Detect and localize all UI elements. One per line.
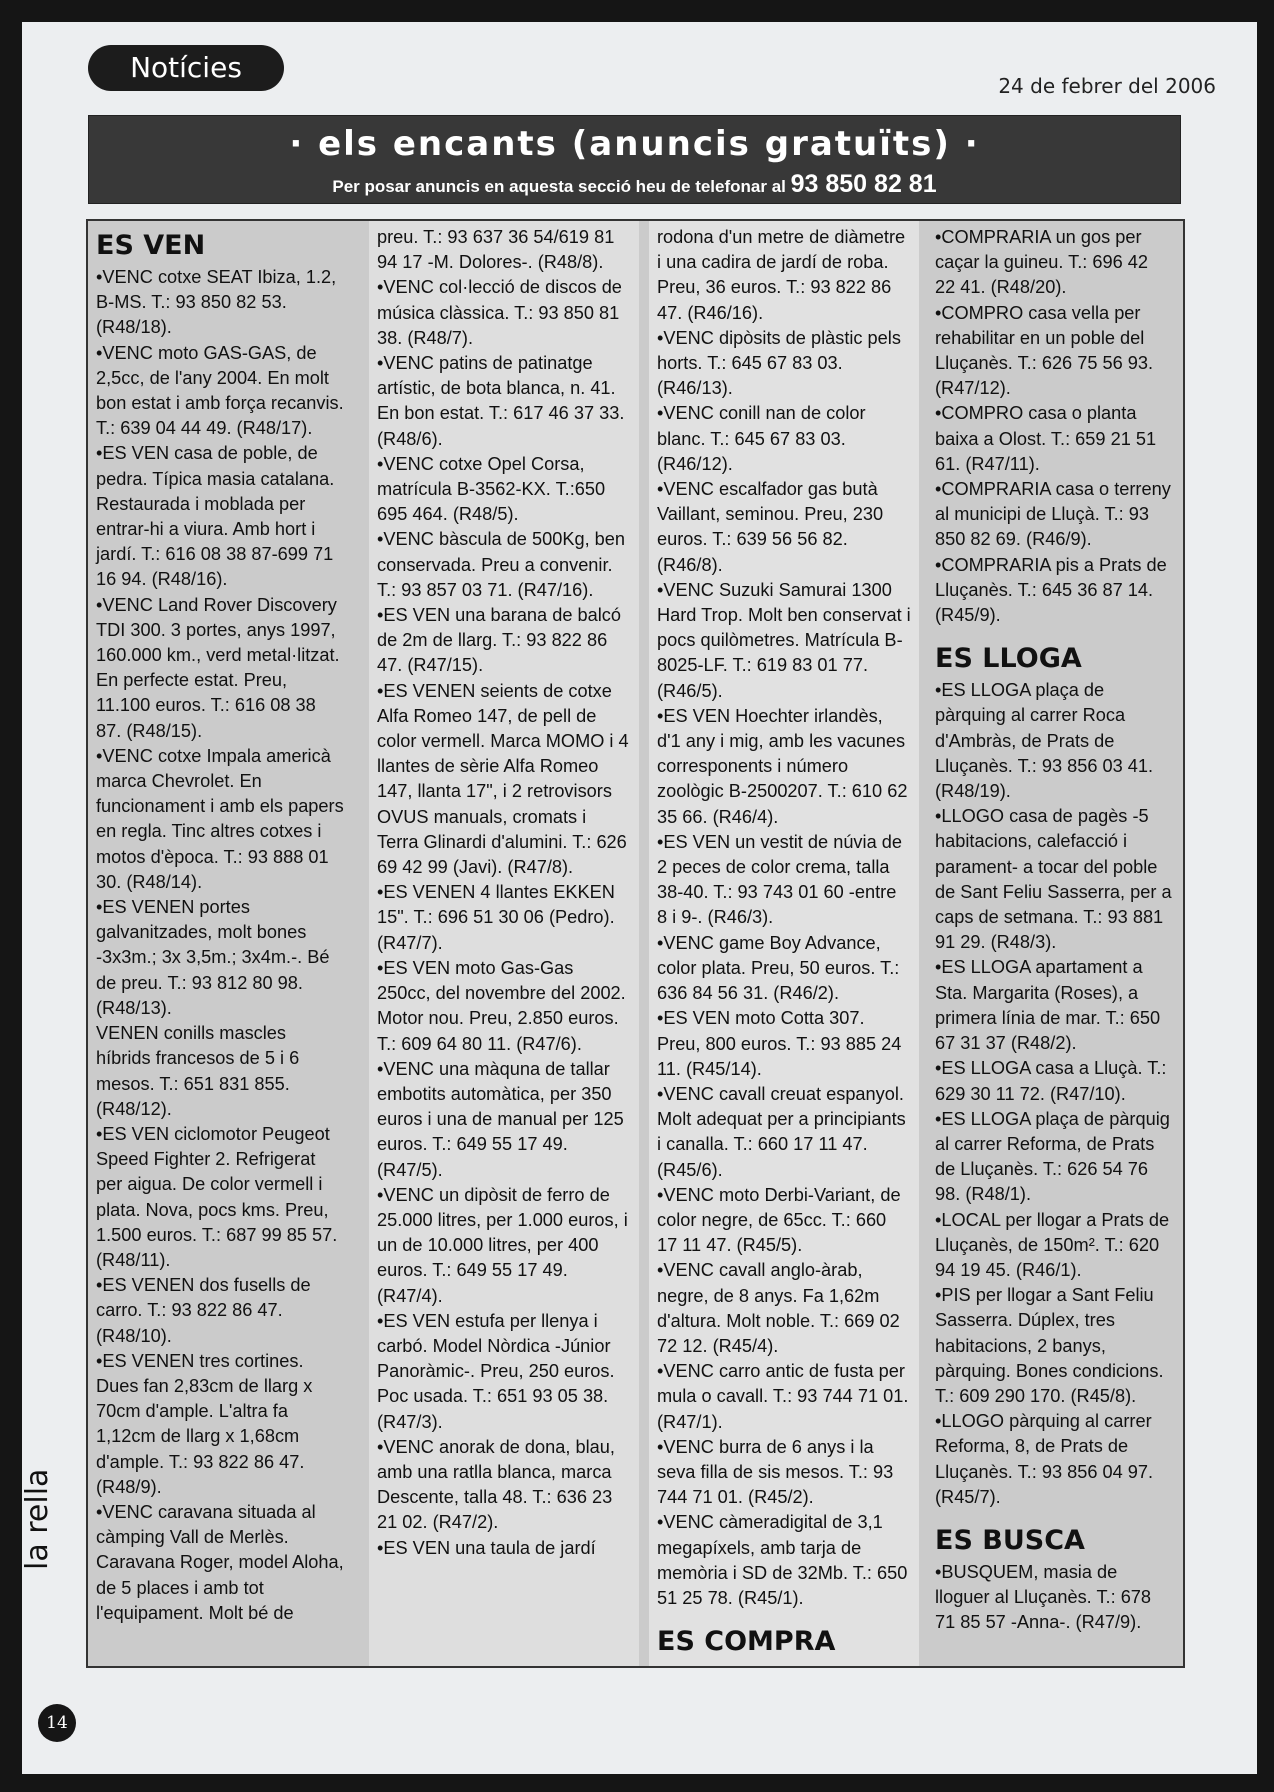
ad-item: •VENC col·lecció de discos de música clàssica. T.: 93 850 81 38. (R48/7). bbox=[377, 277, 622, 348]
ads-list-1 bbox=[96, 265, 345, 1626]
ad-item: •ES VEN moto Cotta 307. Preu, 800 euros. T.: 93 885 24 11. (R45/14). bbox=[657, 1008, 902, 1079]
ad-item: •ES VEN ciclomotor Peugeot Speed Fighter 2. Refrigerat per aigua. De color vermell i plata. Nova, pocs kms. Preu, 1.500 euros. T.: 687 99 85 57. (R48/11). bbox=[96, 1123, 338, 1270]
column-4 bbox=[927, 221, 1181, 1666]
section-heading-es-lloga: ES LLOGA bbox=[935, 643, 1082, 675]
ad-item: •COMPRO casa o planta baixa a Olost. T.: 659 21 51 61. (R47/11). bbox=[935, 403, 1157, 474]
ad-item: •ES VENEN 4 llantes EKKEN 15". T.: 696 51 30 06 (Pedro). (R47/7). bbox=[377, 882, 615, 953]
ad-item: •LOCAL per llogar a Prats de Lluçanès, de 150m². T.: 620 94 19 45. (R46/1). bbox=[935, 1209, 1170, 1280]
magazine-name: la rella bbox=[20, 1468, 55, 1570]
ad-item: •VENC moto Derbi-Variant, de color negre, de 65cc. T.: 660 17 11 47. (R45/5). bbox=[657, 1184, 901, 1256]
ad-item: •VENC càmeradigital de 3,1 megapíxels, amb tarja de memòria i SD de 32Mb. T.: 650 51 25 78. (R45/1). bbox=[657, 1512, 908, 1608]
ad-item: •VENC patins de patinatge artístic, de bota blanca, n. 41. En bon estat. T.: 617 46 37 33. (R48/6). bbox=[377, 353, 625, 449]
ad-item: •VENC conill nan de color blanc. T.: 645 67 83 03. (R46/12). bbox=[657, 403, 866, 474]
ad-item: •VENC cotxe Impala americà marca Chevrolet. En funcionament i amb els papers en regla. Tinc altres cotxes i motos d'època. T.: 93 888 01 30. (R48/14). bbox=[96, 745, 344, 892]
ad-item: •ES VEN estufa per llenya i carbó. Model Nòrdica -Júnior Panoràmic-. Preu, 250 euros. Poc usada. T.: 651 93 05 38. (R47/3). bbox=[377, 1310, 615, 1432]
column-2 bbox=[369, 221, 639, 1666]
ad-item: •VENC cotxe SEAT Ibiza, 1.2, B-MS. T.: 93 850 82 53. (R48/18). bbox=[96, 267, 337, 338]
ad-item: •ES VEN Hoechter irlandès, d'1 any i mig, amb les vacunes corresponents i número zoològic B-2500207. T.: 610 62 35 66. (R46/4). bbox=[657, 705, 908, 827]
ad-item: •VENC un dipòsit de ferro de 25.000 litres, per 1.000 euros, i un de 10.000 litres, per 400 euros. T.: 649 55 17 49. (R47/4). bbox=[377, 1184, 628, 1306]
section-heading-es-busca: ES BUSCA bbox=[935, 1524, 1085, 1556]
ad-item: •VENC dipòsits de plàstic pels horts. T.: 645 67 83 03. (R46/13). bbox=[657, 327, 901, 399]
ads-list-busca bbox=[935, 1560, 1173, 1636]
page-number: 14 bbox=[38, 1704, 76, 1742]
section-heading-es-ven: ES VEN bbox=[96, 230, 206, 261]
ad-item: •ES VENEN dos fusells de carro. T.: 93 822 86 47. (R48/10). bbox=[96, 1275, 311, 1346]
ad-item: •ES VEN una taula de jardí bbox=[377, 1537, 596, 1558]
ad-item: •PIS per llogar a Sant Feliu Sasserra. Dúplex, tres habitacions, 2 banys, pàrquing. Bones condicions. T.: 609 290 170. (R45/8). bbox=[935, 1285, 1164, 1406]
column-3 bbox=[649, 221, 919, 1666]
ad-item: •ES VENEN seients de cotxe Alfa Romeo 147, de pell de color vermell. Marca MOMO i 4 llantes de sèrie Alfa Romeo 147, llanta 17", i 2 retrovisors OVUS manuals, cromats i Terra Glinardi d'alumini. T.: 626 69 42 99 (Javi). (R47/8). bbox=[377, 680, 629, 878]
ads-list-3 bbox=[657, 225, 911, 1611]
ad-item: •VENC carro antic de fusta per mula o cavall. T.: 93 744 71 01. (R47/1). bbox=[657, 1361, 909, 1432]
ad-item: •COMPRARIA un gos per caçar la guineu. T.: 696 42 22 41. (R48/20). bbox=[935, 227, 1149, 298]
ad-item: •ES LLOGA casa a Lluçà. T.: 629 30 11 72. (R47/10). bbox=[935, 1058, 1167, 1104]
ad-item: •COMPRO casa vella per rehabilitar en un poble del Lluçanès. T.: 626 75 56 93. (R47/12). bbox=[935, 302, 1154, 399]
banner-subtitle: Per posar anuncis en aquesta secció heu de telefonar al bbox=[332, 177, 786, 196]
ad-item: •VENC cavall anglo-àrab, negre, de 8 anys. Fa 1,62m d'altura. Molt noble. T.: 669 02 72 12. (R45/4). bbox=[657, 1260, 900, 1356]
issue-date: 24 de febrer del 2006 bbox=[998, 74, 1216, 98]
ad-item: •ES LLOGA apartament a Sta. Margarita (Roses), a primera línia de mar. T.: 650 67 31 37 (R48/2). bbox=[935, 957, 1161, 1054]
ad-item: •ES VEN casa de poble, de pedra. Típica masia catalana. Restaurada i moblada per entrar-hi a viura. Amb hort i jardí. T.: 616 08 38 87-699 71 16 94. (R48/16). bbox=[96, 443, 335, 590]
classifieds-banner bbox=[88, 115, 1181, 204]
classifieds-box bbox=[86, 219, 1185, 1668]
ad-item: rodona d'un metre de diàmetre i una cadira de jardí de roba. Preu, 36 euros. T.: 93 822 86 47. (R46/16). bbox=[657, 227, 906, 323]
ad-item: •VENC Land Rover Discovery TDI 300. 3 portes, anys 1997, 160.000 km., verd metal·litzat. En perfecte estat. Preu, 11.100 euros. T.: 616 08 38 87. (R48/15). bbox=[96, 594, 340, 741]
ad-item: preu. T.: 93 637 36 54/619 81 94 17 -M. Dolores-. (R48/8). bbox=[377, 227, 615, 273]
ads-list-2 bbox=[377, 225, 631, 1561]
ad-item: •VENC burra de 6 anys i la seva filla de sis mesos. T.: 93 744 71 01. (R45/2). bbox=[657, 1436, 894, 1508]
banner-subtitle-line bbox=[89, 170, 1180, 199]
ad-item: •VENC escalfador gas butà Vaillant, seminou. Preu, 230 euros. T.: 639 56 56 82. (R46/8). bbox=[657, 479, 884, 575]
ad-item: •VENC caravana situada al càmping Vall de Merlès. Caravana Roger, model Aloha, de 5 places i amb tot l'equipament. Molt bé de bbox=[96, 1501, 344, 1623]
column-1 bbox=[88, 221, 353, 1666]
ad-item: •ES VEN moto Gas-Gas 250cc, del novembre del 2002. Motor nou. Preu, 2.850 euros. T.: 609 64 80 11. (R47/6). bbox=[377, 957, 626, 1054]
ad-item: •ES VEN una barana de balcó de 2m de llarg. T.: 93 822 86 47. (R47/15). bbox=[377, 605, 621, 676]
ad-item: •VENC cavall creuat espanyol. Molt adequat per a principiants i canalla. T.: 660 17 11 47. (R45/6). bbox=[657, 1083, 906, 1180]
ad-item: •VENC bàscula de 500Kg, ben conservada. Preu a convenir. T.: 93 857 03 71. (R47/16). bbox=[377, 529, 626, 600]
ad-item: •VENC una màquna de tallar embotits automàtica, per 350 euros i una de manual per 125 euros. T.: 649 55 17 49. (R47/5). bbox=[377, 1058, 624, 1180]
ad-item: •ES VENEN portes galvanitzades, molt bones -3x3m.; 3x 3,5m.; 3x4m.-. Bé de preu. T.: 93 812 80 98. (R48/13). bbox=[96, 897, 330, 1018]
ad-item: •COMPRARIA casa o terreny al municipi de Lluçà. T.: 93 850 82 69. (R46/9). bbox=[935, 479, 1171, 550]
ad-item: •BUSQUEM, masia de lloguer al Lluçanès. T.: 678 71 85 57 -Anna-. (R47/9). bbox=[935, 1561, 1152, 1633]
ad-item: •LLOGO casa de pagès -5 habitacions, calefacció i parament- a tocar del poble de Sant Feliu Sasserra, per a caps de setmana. T.: 93 881 91 29. (R48/3). bbox=[935, 806, 1172, 953]
section-pill: Notícies bbox=[88, 45, 284, 91]
ad-item: •VENC cotxe Opel Corsa, matrícula B-3562-KX. T.:650 695 464. (R48/5). bbox=[377, 453, 606, 525]
ad-item: •VENC Suzuki Samurai 1300 Hard Trop. Molt ben conservat i pocs quilòmetres. Matrícula B-8025-LF. T.: 619 83 01 77. (R46/5). bbox=[657, 579, 911, 701]
ad-item: •VENC moto GAS-GAS, de 2,5cc, de l'any 2004. En molt bon estat i amb força recanvis. T.: 639 04 44 49. (R48/17). bbox=[96, 342, 344, 439]
ads-list-compra bbox=[935, 225, 1173, 628]
ad-item: •LLOGO pàrquing al carrer Reforma, 8, de Prats de Lluçanès. T.: 93 856 04 97. (R45/7). bbox=[935, 1411, 1154, 1507]
banner-title: · els encants (anuncis gratuïts) · bbox=[289, 124, 980, 164]
ad-item: •ES VEN un vestit de núvia de 2 peces de color crema, talla 38-40. T.: 93 743 01 60 -entre 8 i 9-. (R46/3). bbox=[657, 831, 902, 928]
ad-item: •ES VENEN tres cortines. Dues fan 2,83cm de llarg x 70cm d'ample. L'altra fa 1,12cm de llarg x 1,68cm d'ample. T.: 93 822 86 47. (R48/9). bbox=[96, 1350, 313, 1497]
ad-item: •COMPRARIA pis a Prats de Lluçanès. T.: 645 36 87 14. (R45/9). bbox=[935, 554, 1167, 626]
ad-item: •ES LLOGA plaça de pàrquing al carrer Roca d'Ambràs, de Prats de Lluçanès. T.: 93 856 03 41. (R48/19). bbox=[935, 680, 1154, 802]
banner-phone: 93 850 82 81 bbox=[790, 170, 937, 198]
ads-list-lloga bbox=[935, 678, 1173, 1510]
ad-item: •ES LLOGA plaça de pàrquig al carrer Reforma, de Prats de Lluçanès. T.: 626 54 76 98. (R48/1). bbox=[935, 1108, 1170, 1205]
section-heading-es-compra: ES COMPRA bbox=[657, 1626, 836, 1658]
ad-item: •VENC anorak de dona, blau, amb una ratlla blanca, marca Descente, talla 48. T.: 636 23 21 02. (R47/2). bbox=[377, 1436, 615, 1533]
ad-item: VENEN conills mascles híbrids francesos de 5 i 6 mesos. T.: 651 831 855. (R48/12). bbox=[96, 1023, 300, 1119]
ad-item: •VENC game Boy Advance, color plata. Preu, 50 euros. T.: 636 84 56 31. (R46/2). bbox=[657, 932, 900, 1004]
